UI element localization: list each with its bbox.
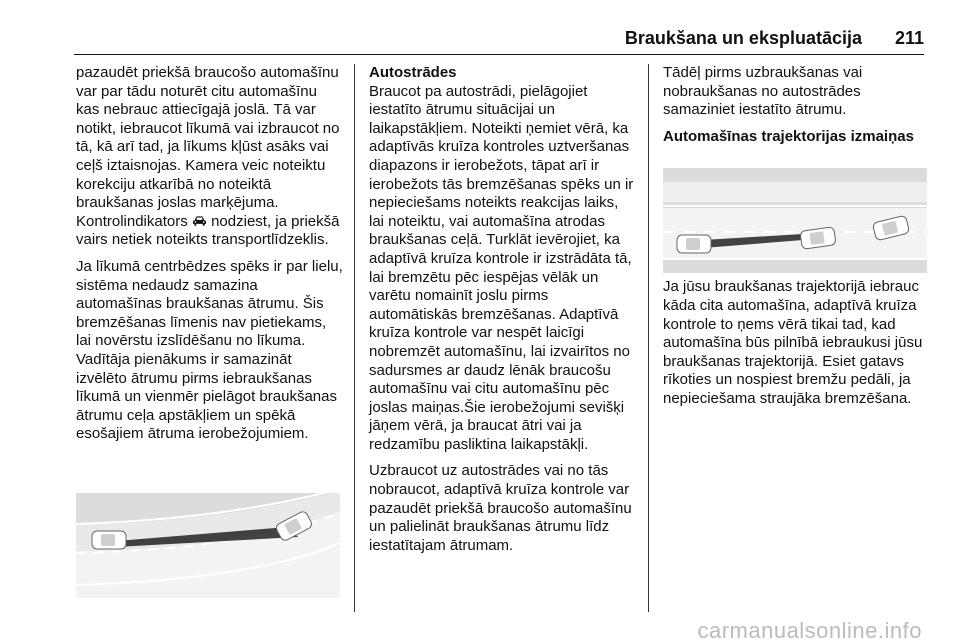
- paragraph: Uzbraucot uz autostrādes vai no tās nobraucot, adaptīvā kruīza kontrole var pazaudēt priekšā braucošo automašīnu un palielināt braukšanas ātrumu līdz iestatītajam ātrumam.: [369, 462, 632, 554]
- paragraph-text: pazaudēt priekšā braucošo automašīnu var par tādu noturēt citu automašīnu kas nebrauc attiecīgajā joslā. Tā var notikt, iebraucot līkumā vai izbraucot no tā, kā arī tad, ja līkums kļūst asāks vai ceļš iztaisnojas. Kamera veic noteiktu korekciju atkarībā no noteiktā braukšanas joslas marķējuma. Kontrolindikators: [76, 64, 340, 230]
- car-indicator-icon: [192, 215, 207, 227]
- paragraph: Tādēļ pirms uzbraukšanas vai nobraukšanas no autostrādes samaziniet iestatīto ātrumu.: [663, 64, 863, 119]
- column-divider: [354, 64, 355, 612]
- page-number: 211: [894, 28, 924, 48]
- curve-illustration: [76, 493, 340, 598]
- section-title: Braukšana un ekspluatācija: [624, 28, 862, 48]
- header-rule: [74, 54, 924, 55]
- column-left: [76, 64, 344, 452]
- paragraph: Braucot pa autostrādi, pielāgojiet iestatīto ātrumu situācijai un laikapstākļiem. Noteikti ņemiet vērā, ka adaptīvās kruīza kontroles uztveršanas diapazons ir ierobežots, tāpat arī ir ierobežots tās bremzēšanas spēks un ir nepieciešams noteikts reakcijas laiks, lai noteiktu, vai automašīna atrodas braukšanas ceļā. Turklāt ievērojiet, ka adaptīvā kruīza kontrole ir izstrādāta tā, lai bremzētu pēc iespējas vēlāk un varētu nomainīt joslu pirms automātiskās bremzēšanas. Adaptīvā kruīza kontrole var nespēt laicīgi nobremzēt automašīnu, lai izvairītos no sadursmes ar daudz lēnāk braucošu automašīnu vai citu automašīnu pēc joslas maiņas.Šie ierobežojumi sevišķi jāņem vērā, ja braucat ātri vai ja redzamību pasliktina laikapstākļi.: [369, 82, 634, 453]
- page-header: [0, 0, 960, 56]
- column-divider: [648, 64, 649, 612]
- paragraph-text: nodziest, ja priekšā vairs netiek noteikts transportlīdzeklis.: [76, 212, 340, 249]
- subheading-highways: Autostrādes: [369, 64, 457, 81]
- subheading-trajectory: Automašīnas trajektorijas izmaiņas: [663, 127, 914, 145]
- paragraph: Ja līkumā centrbēdzes spēks ir par lielu, sistēma nedaudz samazina automašīnas braukšanas ātrumu. Šis bremzēšanas līmenis nav pietiekams, lai novērstu izslīdēšanu no līkuma. Vadītāja pienākums ir samazināt izvēlēto ātrumu pirms iebraukšanas līkumā un vienmēr pielāgot braukšanas ātrumu ceļa apstākļiem un spēkā esošajiem ātruma ierobežojumiem.: [76, 257, 343, 443]
- lane-change-illustration: [663, 168, 927, 273]
- column-middle: [369, 64, 636, 563]
- paragraph: [76, 64, 344, 250]
- watermark: carmanualsonline.info: [697, 618, 922, 643]
- paragraph: Ja jūsu braukšanas trajektorijā iebrauc kāda cita automašīna, adaptīvā kruīza kontrole to ņems vērā tikai tad, kad automašīna būs pilnībā iebraukusi jūsu braukšanas trajektorijā. Esiet gatavs rīkoties un nospiest bremžu pedāli, ja nepieciešama straujāka bremzēšana.: [663, 278, 923, 407]
